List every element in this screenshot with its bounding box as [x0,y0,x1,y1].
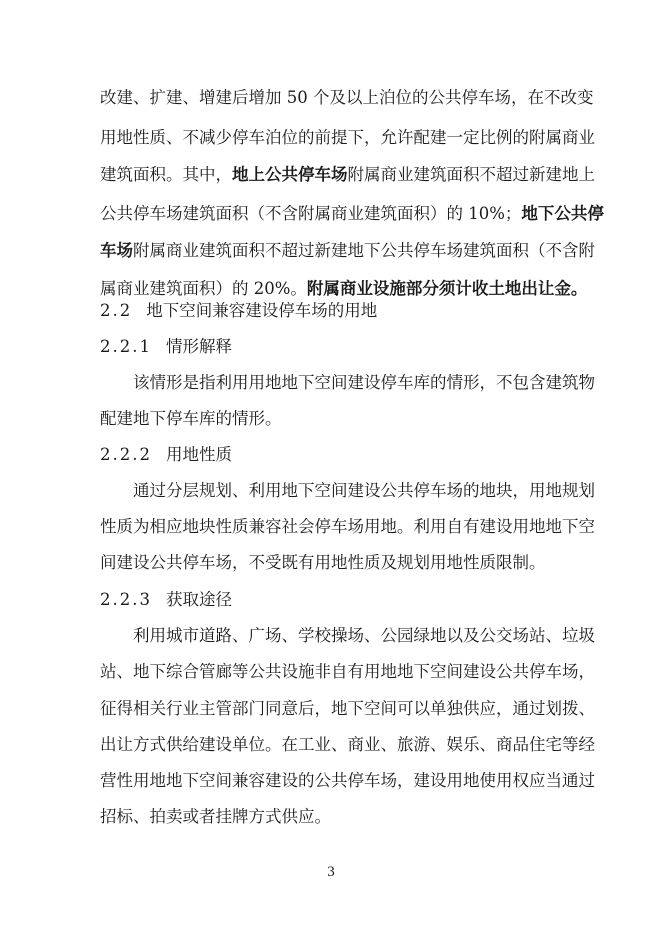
body-text-line: 招标、拍卖或者挂牌方式供应。 [100,807,331,826]
body-text-line: 征得相关行业主管部门同意后，地下空间可以单独供应，通过划拨、 [100,699,595,718]
bold-term-above-ground-parking: 地上公共停车场 [232,165,348,184]
section-title: 地下空间兼容建设停车场的用地 [146,301,378,320]
section-heading-2-2-2 [100,444,232,466]
body-text-line: 间建设公共停车场，不受既有用地性质及规划用地性质限制。 [100,553,546,572]
bold-term-parking-lot: 车场 [100,241,133,260]
body-text-line: 公共停车场建筑面积（不含附属商业建筑面积）的 10%；地下公共停 [100,204,604,223]
section-number: 2.2.1 [100,337,152,356]
bold-statement-land-fee: 附属商业设施部分须计收土地出让金。 [306,279,588,298]
bold-term-underground-parking: 地下公共停 [521,204,604,223]
body-text-line: 利用城市道路、广场、学校操场、公园绿地以及公交场站、垃圾 [133,626,595,645]
section-number: 2.2 [100,301,133,320]
body-text-line: 配建地下停车库的情形。 [100,409,282,428]
section-number: 2.2.2 [100,445,152,464]
body-text-line: 车场附属商业建筑面积不超过新建地下公共停车场建筑面积（不含附 [100,241,595,260]
body-text-line: 性质为相应地块性质兼容社会停车场用地。利用自有建设用地地下空 [100,517,595,536]
body-text-line: 通过分层规划、利用地下空间建设公共停车场的地块，用地规划 [133,481,595,500]
section-number: 2.2.3 [100,590,152,609]
section-heading-2-2 [100,300,377,322]
body-text-line: 营性用地地下空间兼容建设的公共停车场，建设用地使用权应当通过 [100,771,595,790]
section-title: 情形解释 [165,337,232,356]
body-text-line: 属商业建筑面积）的 20%。附属商业设施部分须计收土地出让金。 [100,279,588,298]
body-text-line: 出让方式供给建设单位。在工业、商业、旅游、娱乐、商品住宅等经 [100,735,595,754]
body-text-line: 建筑面积。其中，地上公共停车场附属商业建筑面积不超过新建地上 [100,165,595,184]
section-title: 用地性质 [165,445,232,464]
section-heading-2-2-3 [100,589,232,611]
section-title: 获取途径 [165,590,232,609]
body-text-line: 该情形是指利用用地地下空间建设停车库的情形，不包含建筑物 [133,373,595,392]
body-text-line: 用地性质、不减少停车泊位的前提下，允许配建一定比例的附属商业 [100,128,595,147]
page-number: 3 [327,864,335,880]
body-text-line: 改建、扩建、增建后增加 50 个及以上泊位的公共停车场，在不改变 [100,88,594,107]
section-heading-2-2-1 [100,336,232,358]
body-text-line: 站、地下综合管廊等公共设施非自有用地地下空间建设公共停车场， [100,662,595,681]
